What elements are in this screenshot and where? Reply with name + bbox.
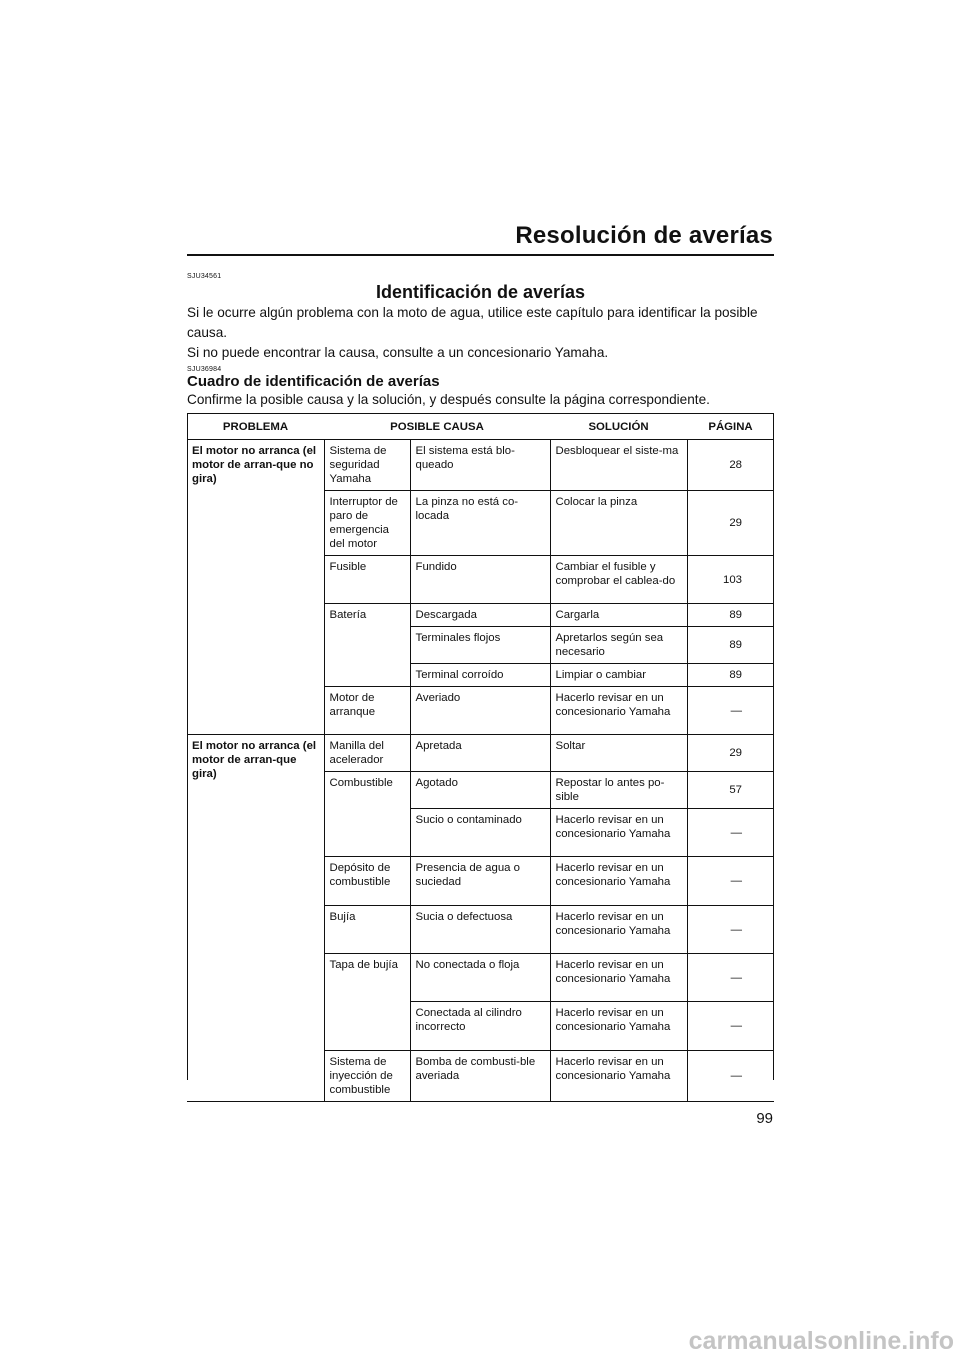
section-code: SJU34561 — [187, 273, 222, 280]
solution-cell: Colocar la pinza — [550, 491, 687, 556]
component-cell: Batería — [324, 604, 410, 687]
component-cell: Sistema de inyección de combustible — [324, 1051, 410, 1102]
component-cell: Depósito de combustible — [324, 857, 410, 906]
table-row — [187, 440, 774, 491]
component-cell: Manilla del acelerador — [324, 735, 410, 772]
page-cell: — — [687, 906, 774, 954]
solution-cell: Limpiar o cambiar — [550, 664, 687, 687]
solution-cell: Hacerlo revisar en un concesionario Yamaha — [550, 1051, 687, 1102]
cause-cell: Terminal corroído — [410, 664, 550, 687]
page-cell: 29 — [687, 491, 774, 556]
page-cell: 89 — [687, 604, 774, 627]
cause-cell: Descargada — [410, 604, 550, 627]
section-title: Identificación de averías — [375, 282, 586, 302]
problem-cell: El motor no arranca (el motor de arran-que gira) — [187, 735, 324, 1102]
header-problema: PROBLEMA — [187, 414, 324, 440]
page-cell: — — [687, 954, 774, 1002]
page-cell: — — [687, 857, 774, 906]
page-cell: 89 — [687, 664, 774, 687]
header-rule — [187, 254, 774, 256]
cause-cell: Terminales flojos — [410, 627, 550, 664]
page-cell: — — [687, 1002, 774, 1051]
subsection-intro: Confirme la posible causa y la solución, y después consulte la página correspondiente. — [187, 392, 710, 407]
solution-cell: Hacerlo revisar en un concesionario Yamaha — [550, 687, 687, 735]
solution-cell: Cambiar el fusible y comprobar el cablea-do — [550, 556, 687, 604]
cause-cell: Fundido — [410, 556, 550, 604]
page-cell: 29 — [687, 735, 774, 772]
page-number: 99 — [756, 1110, 773, 1127]
cause-cell: Averiado — [410, 687, 550, 735]
page-cell: 89 — [687, 627, 774, 664]
cause-cell: Apretada — [410, 735, 550, 772]
cause-cell: No conectada o floja — [410, 954, 550, 1002]
intro-paragraph-1: Si le ocurre algún problema con la moto de agua, utilice este capítulo para identificar la posible causa. — [187, 305, 758, 340]
table-row — [187, 735, 774, 772]
cause-cell: Agotado — [410, 772, 550, 809]
page-cell: 28 — [687, 440, 774, 491]
solution-cell: Desbloquear el siste-ma — [550, 440, 687, 491]
solution-cell: Soltar — [550, 735, 687, 772]
page-cell: — — [687, 809, 774, 857]
component-cell: Fusible — [324, 556, 410, 604]
component-cell: Sistema de seguridad Yamaha — [324, 440, 410, 491]
subsection-code: SJU36984 — [187, 366, 222, 373]
component-cell: Motor de arranque — [324, 687, 410, 735]
cause-cell: Sucio o contaminado — [410, 809, 550, 857]
solution-cell: Repostar lo antes po-sible — [550, 772, 687, 809]
solution-cell: Hacerlo revisar en un concesionario Yamaha — [550, 906, 687, 954]
cause-cell: Sucia o defectuosa — [410, 906, 550, 954]
page-cell: 103 — [687, 556, 774, 604]
header-posible-causa: POSIBLE CAUSA — [324, 414, 550, 440]
cause-cell: El sistema está blo-queado — [410, 440, 550, 491]
cause-cell: Bomba de combusti-ble averiada — [410, 1051, 550, 1102]
component-cell: Interruptor de paro de emergencia del motor — [324, 491, 410, 556]
intro-paragraph-2: Si no puede encontrar la causa, consulte a un concesionario Yamaha. — [187, 345, 609, 360]
page-cell: — — [687, 687, 774, 735]
page-cell: 57 — [687, 772, 774, 809]
solution-cell: Hacerlo revisar en un concesionario Yamaha — [550, 809, 687, 857]
problem-cell: El motor no arranca (el motor de arran-que no gira) — [187, 440, 324, 735]
header-pagina: PÁGINA — [687, 414, 774, 440]
solution-cell: Apretarlos según sea necesario — [550, 627, 687, 664]
solution-cell: Hacerlo revisar en un concesionario Yamaha — [550, 857, 687, 906]
component-cell: Tapa de bujía — [324, 954, 410, 1051]
cause-cell: Presencia de agua o suciedad — [410, 857, 550, 906]
watermark: carmanualsonline.info — [688, 1327, 954, 1355]
page-cell: — — [687, 1051, 774, 1102]
subsection-title: Cuadro de identificación de averías — [187, 373, 440, 390]
table-header-row — [187, 414, 774, 440]
solution-cell: Hacerlo revisar en un concesionario Yamaha — [550, 954, 687, 1002]
cause-cell: Conectada al cilindro incorrecto — [410, 1002, 550, 1051]
solution-cell: Hacerlo revisar en un concesionario Yamaha — [550, 1002, 687, 1051]
component-cell: Bujía — [324, 906, 410, 954]
component-cell: Combustible — [324, 772, 410, 857]
page-header-title: Resolución de averías — [515, 222, 773, 249]
header-solucion: SOLUCIÓN — [550, 414, 687, 440]
troubleshooting-table — [187, 413, 774, 1102]
cause-cell: La pinza no está co-locada — [410, 491, 550, 556]
solution-cell: Cargarla — [550, 604, 687, 627]
